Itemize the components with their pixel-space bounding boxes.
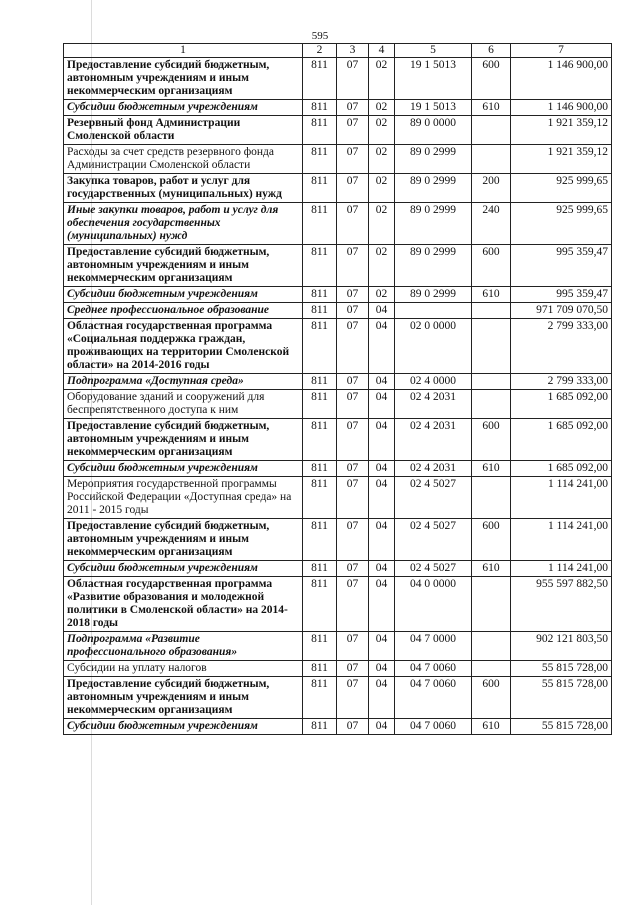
cell-code-6: 240 — [472, 203, 511, 245]
cell-code-4: 02 — [369, 174, 395, 203]
cell-code-5: 19 1 5013 — [395, 100, 472, 116]
cell-code-3: 07 — [337, 519, 369, 561]
cell-amount: 1 114 241,00 — [511, 561, 612, 577]
cell-code-3: 07 — [337, 303, 369, 319]
cell-code-6 — [472, 374, 511, 390]
cell-name: Предоставление субсидий бюджетным, автономным учреждениям и иным некоммерческим организациям — [64, 419, 303, 461]
cell-code-4: 04 — [369, 319, 395, 374]
column-header: 7 — [511, 44, 612, 58]
cell-code-2: 811 — [303, 174, 337, 203]
cell-amount: 955 597 882,50 — [511, 577, 612, 632]
cell-code-2: 811 — [303, 287, 337, 303]
cell-code-4: 04 — [369, 661, 395, 677]
cell-code-5: 02 0 0000 — [395, 319, 472, 374]
table-body — [64, 58, 612, 735]
cell-code-3: 07 — [337, 203, 369, 245]
cell-amount: 2 799 333,00 — [511, 319, 612, 374]
cell-code-2: 811 — [303, 719, 337, 735]
cell-code-5: 02 4 2031 — [395, 461, 472, 477]
cell-code-2: 811 — [303, 632, 337, 661]
cell-name: Субсидии бюджетным учреждениям — [64, 287, 303, 303]
cell-amount: 1 685 092,00 — [511, 461, 612, 477]
cell-code-2: 811 — [303, 519, 337, 561]
table-row — [64, 719, 612, 735]
cell-code-4: 04 — [369, 303, 395, 319]
cell-code-5: 02 4 0000 — [395, 374, 472, 390]
cell-amount: 1 114 241,00 — [511, 477, 612, 519]
cell-amount: 995 359,47 — [511, 287, 612, 303]
cell-code-6 — [472, 319, 511, 374]
cell-code-6 — [472, 303, 511, 319]
cell-code-4: 04 — [369, 390, 395, 419]
cell-code-6: 600 — [472, 677, 511, 719]
cell-name: Предоставление субсидий бюджетным, автономным учреждениям и иным некоммерческим организациям — [64, 58, 303, 100]
cell-code-4: 02 — [369, 203, 395, 245]
cell-name: Областная государственная программа «Развитие образования и молодежной политики в Смоленской области» на 2014-2018 годы — [64, 577, 303, 632]
cell-code-4: 02 — [369, 100, 395, 116]
cell-code-2: 811 — [303, 461, 337, 477]
cell-code-3: 07 — [337, 477, 369, 519]
cell-name: Субсидии бюджетным учреждениям — [64, 461, 303, 477]
cell-name: Среднее профессиональное образование — [64, 303, 303, 319]
cell-code-4: 04 — [369, 561, 395, 577]
cell-code-4: 04 — [369, 519, 395, 561]
cell-code-2: 811 — [303, 100, 337, 116]
cell-amount: 925 999,65 — [511, 174, 612, 203]
table-row — [64, 661, 612, 677]
cell-code-6: 600 — [472, 58, 511, 100]
cell-code-4: 04 — [369, 719, 395, 735]
cell-amount: 995 359,47 — [511, 245, 612, 287]
cell-code-2: 811 — [303, 661, 337, 677]
table-row — [64, 419, 612, 461]
cell-code-3: 07 — [337, 58, 369, 100]
cell-code-2: 811 — [303, 390, 337, 419]
cell-code-4: 04 — [369, 461, 395, 477]
cell-code-5: 89 0 2999 — [395, 203, 472, 245]
cell-code-4: 04 — [369, 374, 395, 390]
cell-code-6: 610 — [472, 287, 511, 303]
cell-code-6: 600 — [472, 245, 511, 287]
cell-code-5: 89 0 2999 — [395, 245, 472, 287]
cell-code-6 — [472, 116, 511, 145]
table-row — [64, 303, 612, 319]
cell-code-5: 02 4 2031 — [395, 390, 472, 419]
cell-code-3: 07 — [337, 145, 369, 174]
table-header-row — [64, 44, 612, 58]
cell-code-4: 02 — [369, 145, 395, 174]
cell-code-5: 89 0 2999 — [395, 287, 472, 303]
cell-amount: 902 121 803,50 — [511, 632, 612, 661]
cell-code-6: 600 — [472, 519, 511, 561]
cell-code-5: 04 7 0060 — [395, 719, 472, 735]
column-header: 6 — [472, 44, 511, 58]
table-row — [64, 174, 612, 203]
cell-code-6 — [472, 577, 511, 632]
cell-name: Оборудование зданий и сооружений для беспрепятственного доступа к ним — [64, 390, 303, 419]
cell-code-2: 811 — [303, 245, 337, 287]
column-header: 5 — [395, 44, 472, 58]
cell-code-3: 07 — [337, 174, 369, 203]
cell-amount: 1 146 900,00 — [511, 100, 612, 116]
cell-amount: 55 815 728,00 — [511, 677, 612, 719]
table-row — [64, 677, 612, 719]
cell-code-2: 811 — [303, 477, 337, 519]
cell-code-6: 610 — [472, 719, 511, 735]
cell-code-2: 811 — [303, 319, 337, 374]
page-number: 595 — [311, 30, 329, 42]
cell-code-5: 02 4 5027 — [395, 519, 472, 561]
cell-code-2: 811 — [303, 303, 337, 319]
cell-amount: 925 999,65 — [511, 203, 612, 245]
cell-name: Подпрограмма «Развитие профессионального образования» — [64, 632, 303, 661]
cell-code-5: 04 0 0000 — [395, 577, 472, 632]
table-row — [64, 374, 612, 390]
cell-amount: 1 114 241,00 — [511, 519, 612, 561]
cell-name: Субсидии на уплату налогов — [64, 661, 303, 677]
cell-code-3: 07 — [337, 677, 369, 719]
cell-code-5: 02 4 2031 — [395, 419, 472, 461]
column-header: 4 — [369, 44, 395, 58]
cell-code-5: 89 0 2999 — [395, 174, 472, 203]
cell-code-3: 07 — [337, 461, 369, 477]
cell-amount: 1 921 359,12 — [511, 116, 612, 145]
cell-code-4: 02 — [369, 116, 395, 145]
cell-code-2: 811 — [303, 577, 337, 632]
column-header: 3 — [337, 44, 369, 58]
table-row — [64, 461, 612, 477]
cell-name: Мероприятия государственной программы Российской Федерации «Доступная среда» на 2011 - 2015 годы — [64, 477, 303, 519]
cell-code-5 — [395, 303, 472, 319]
cell-name: Предоставление субсидий бюджетным, автономным учреждениям и иным некоммерческим организациям — [64, 245, 303, 287]
cell-code-5: 89 0 2999 — [395, 145, 472, 174]
cell-amount: 1 146 900,00 — [511, 58, 612, 100]
cell-amount: 2 799 333,00 — [511, 374, 612, 390]
cell-code-4: 02 — [369, 287, 395, 303]
cell-code-6 — [472, 632, 511, 661]
table-row — [64, 561, 612, 577]
cell-amount: 55 815 728,00 — [511, 661, 612, 677]
cell-code-5: 89 0 0000 — [395, 116, 472, 145]
cell-code-3: 07 — [337, 319, 369, 374]
cell-code-2: 811 — [303, 116, 337, 145]
table-row — [64, 287, 612, 303]
cell-code-6: 600 — [472, 419, 511, 461]
cell-code-3: 07 — [337, 390, 369, 419]
cell-code-2: 811 — [303, 145, 337, 174]
table-row — [64, 100, 612, 116]
table-row — [64, 58, 612, 100]
cell-code-4: 04 — [369, 477, 395, 519]
cell-code-3: 07 — [337, 577, 369, 632]
budget-table — [63, 43, 612, 735]
cell-code-6: 610 — [472, 561, 511, 577]
table-row — [64, 145, 612, 174]
cell-name: Расходы за счет средств резервного фонда Администрации Смоленской области — [64, 145, 303, 174]
cell-code-6: 200 — [472, 174, 511, 203]
cell-code-6 — [472, 145, 511, 174]
cell-name: Резервный фонд Администрации Смоленской области — [64, 116, 303, 145]
cell-code-3: 07 — [337, 287, 369, 303]
cell-code-5: 02 4 5027 — [395, 477, 472, 519]
cell-code-3: 07 — [337, 661, 369, 677]
cell-name: Областная государственная программа «Социальная поддержка граждан, проживающих на территории Смоленской области» на 2014-2016 годы — [64, 319, 303, 374]
cell-code-5: 04 7 0060 — [395, 677, 472, 719]
table-row — [64, 116, 612, 145]
cell-code-3: 07 — [337, 245, 369, 287]
cell-code-2: 811 — [303, 419, 337, 461]
cell-code-3: 07 — [337, 374, 369, 390]
cell-code-6: 610 — [472, 100, 511, 116]
cell-name: Субсидии бюджетным учреждениям — [64, 100, 303, 116]
cell-code-3: 07 — [337, 419, 369, 461]
table-row — [64, 577, 612, 632]
cell-code-4: 02 — [369, 245, 395, 287]
cell-amount: 1 685 092,00 — [511, 390, 612, 419]
cell-name: Закупка товаров, работ и услуг для государственных (муниципальных) нужд — [64, 174, 303, 203]
cell-code-3: 07 — [337, 100, 369, 116]
cell-code-3: 07 — [337, 116, 369, 145]
cell-code-2: 811 — [303, 374, 337, 390]
cell-code-2: 811 — [303, 677, 337, 719]
cell-code-4: 04 — [369, 577, 395, 632]
cell-code-3: 07 — [337, 719, 369, 735]
cell-code-5: 19 1 5013 — [395, 58, 472, 100]
cell-amount: 971 709 070,50 — [511, 303, 612, 319]
cell-code-6: 610 — [472, 461, 511, 477]
cell-amount: 1 685 092,00 — [511, 419, 612, 461]
cell-code-4: 04 — [369, 419, 395, 461]
cell-code-6 — [472, 477, 511, 519]
cell-amount: 55 815 728,00 — [511, 719, 612, 735]
cell-code-4: 02 — [369, 58, 395, 100]
table-row — [64, 203, 612, 245]
cell-name: Субсидии бюджетным учреждениям — [64, 719, 303, 735]
cell-code-2: 811 — [303, 561, 337, 577]
table-row — [64, 245, 612, 287]
cell-code-4: 04 — [369, 677, 395, 719]
cell-name: Предоставление субсидий бюджетным, автономным учреждениям и иным некоммерческим организациям — [64, 677, 303, 719]
column-header: 1 — [64, 44, 303, 58]
cell-code-5: 04 7 0060 — [395, 661, 472, 677]
cell-name: Предоставление субсидий бюджетным, автономным учреждениям и иным некоммерческим организациям — [64, 519, 303, 561]
cell-code-2: 811 — [303, 203, 337, 245]
cell-code-6 — [472, 661, 511, 677]
cell-name: Подпрограмма «Доступная среда» — [64, 374, 303, 390]
cell-amount: 1 921 359,12 — [511, 145, 612, 174]
column-header: 2 — [303, 44, 337, 58]
table-row — [64, 319, 612, 374]
cell-code-3: 07 — [337, 632, 369, 661]
cell-name: Иные закупки товаров, работ и услуг для обеспечения государственных (муниципальных) нужд — [64, 203, 303, 245]
cell-code-5: 04 7 0000 — [395, 632, 472, 661]
cell-code-2: 811 — [303, 58, 337, 100]
table-row — [64, 390, 612, 419]
cell-code-6 — [472, 390, 511, 419]
table-row — [64, 519, 612, 561]
cell-code-3: 07 — [337, 561, 369, 577]
cell-code-4: 04 — [369, 632, 395, 661]
cell-code-5: 02 4 5027 — [395, 561, 472, 577]
table-row — [64, 477, 612, 519]
table-row — [64, 632, 612, 661]
cell-name: Субсидии бюджетным учреждениям — [64, 561, 303, 577]
